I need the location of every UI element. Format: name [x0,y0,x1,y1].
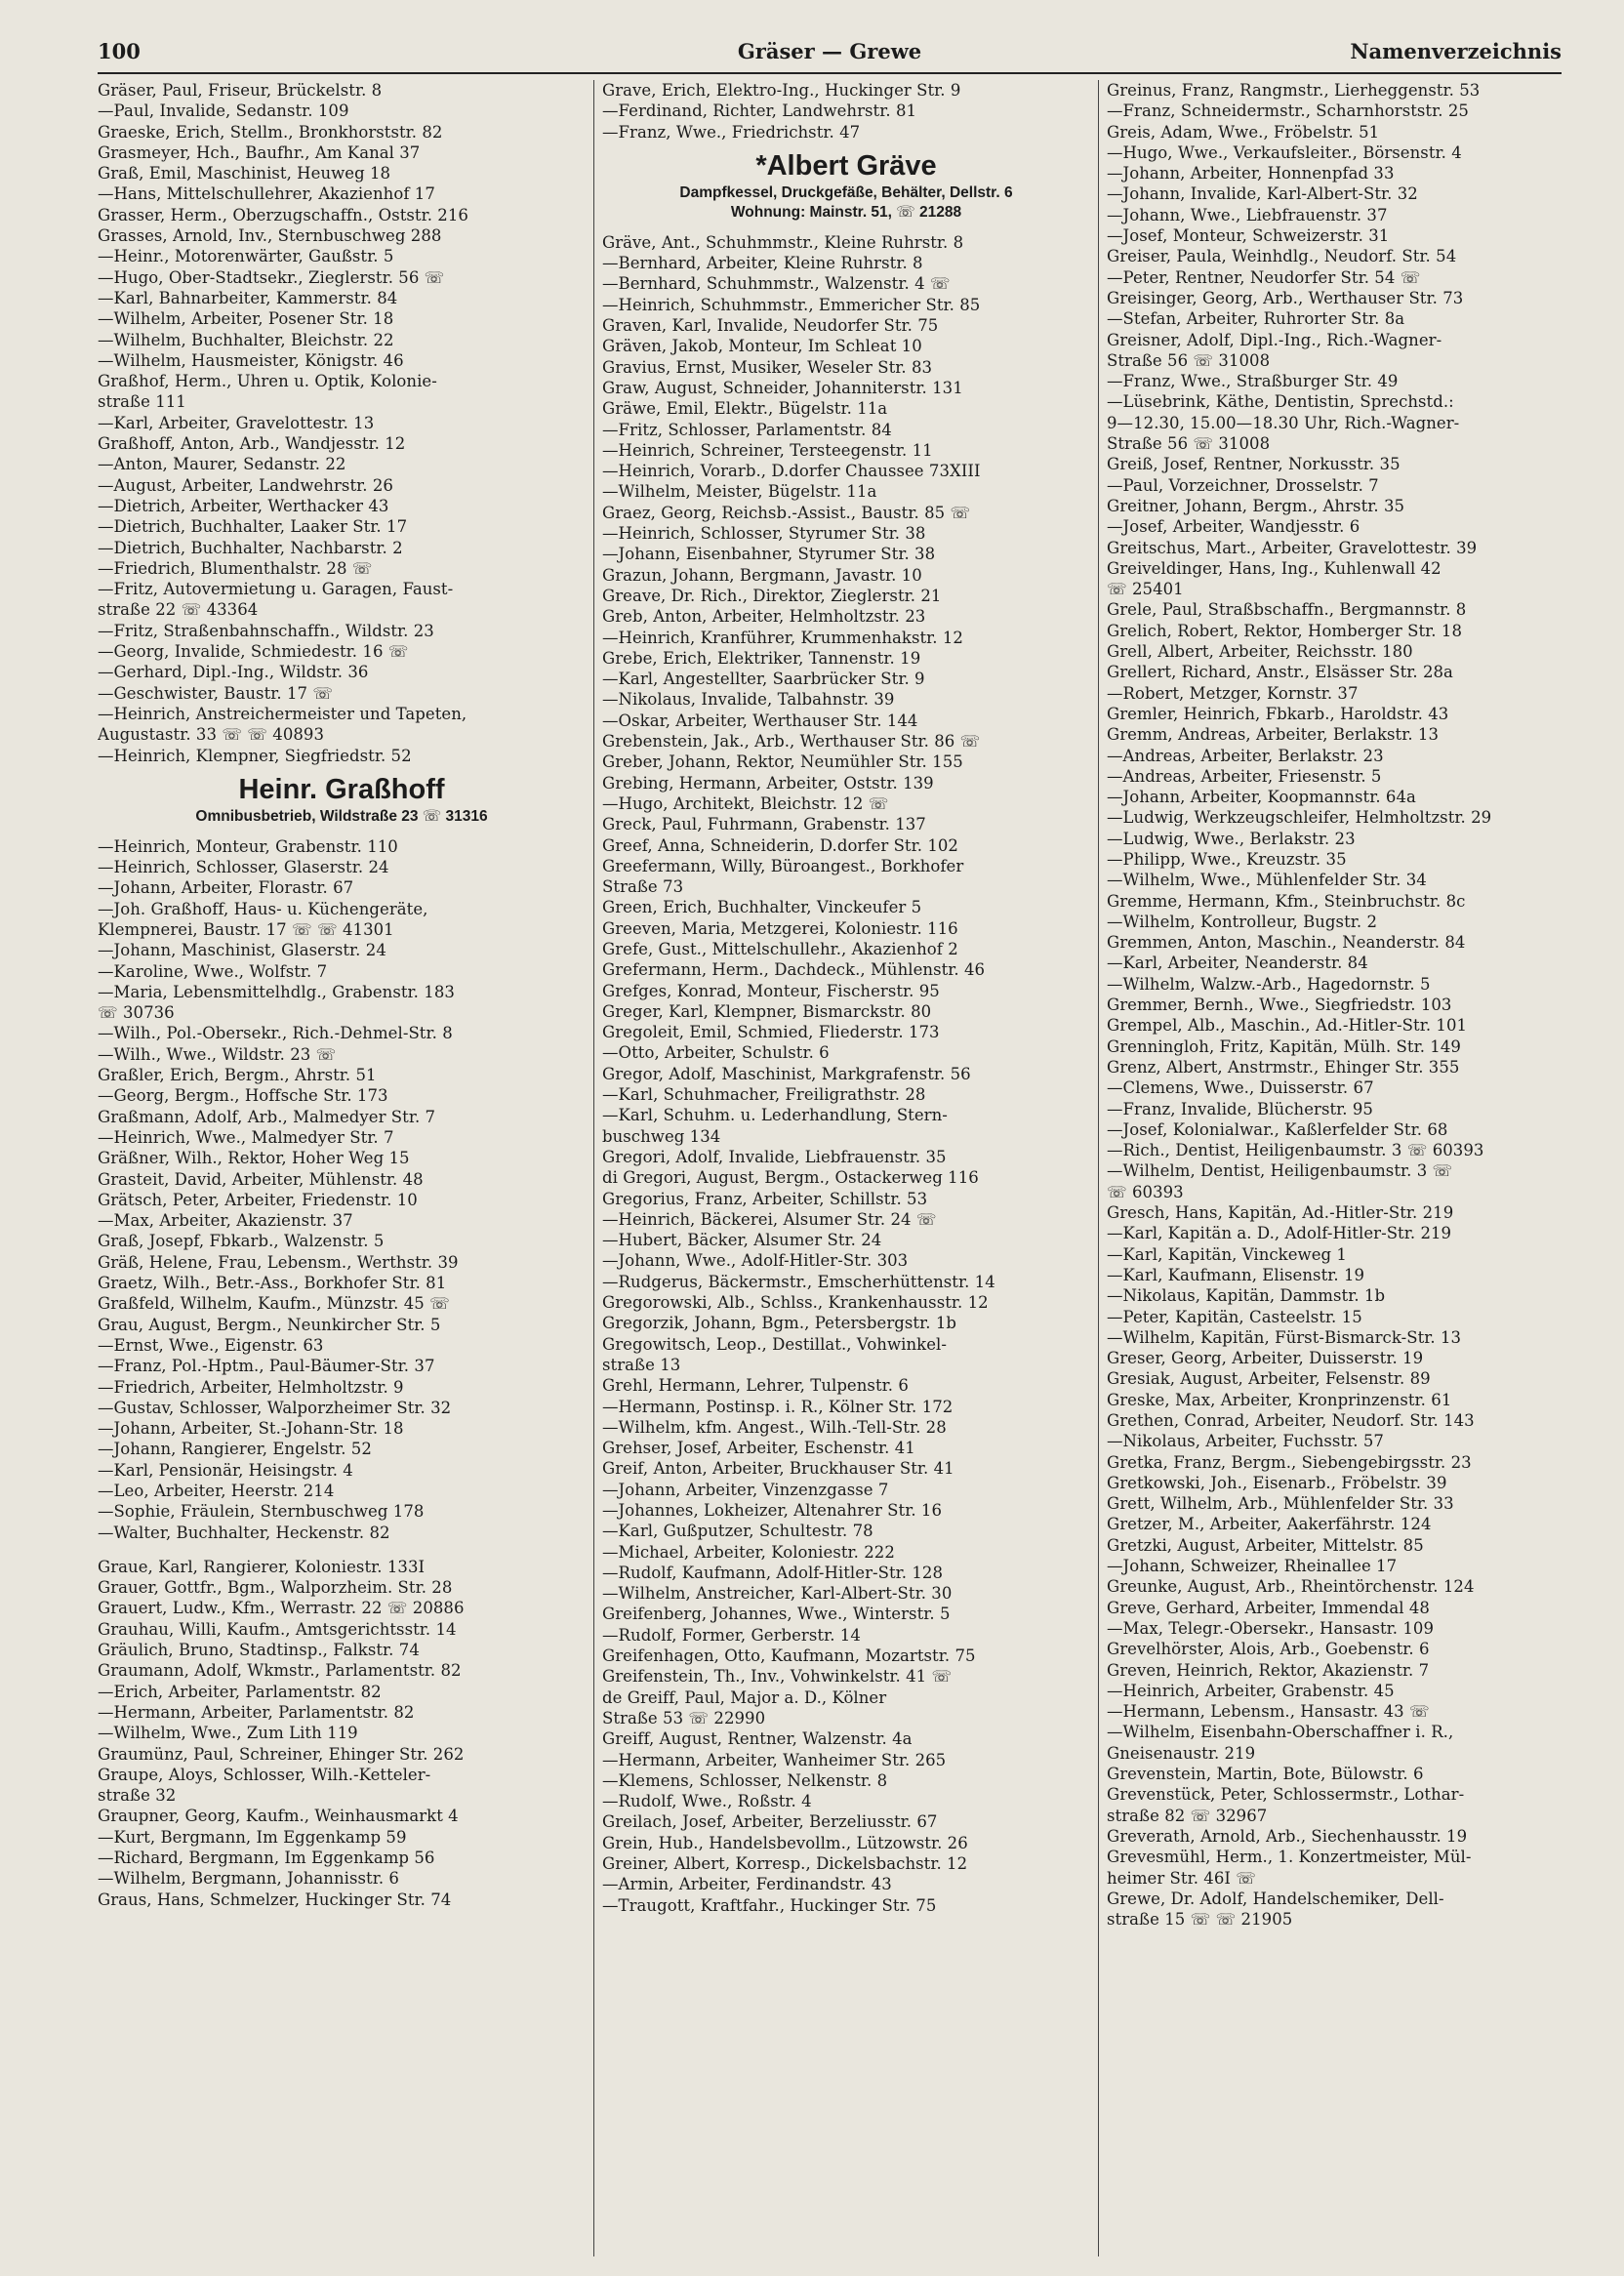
directory-entry-line: —Heinrich, Klempner, Siegfriedstr. 52 [98,746,412,765]
directory-entry-line: —Franz, Schneidermstr., Scharnhorststr. 25 [1107,102,1469,121]
directory-entry-line: —Hans, Mittelschullehrer, Akazienhof 17 [98,184,435,204]
directory-entry-line: —Karl, Angestellter, Saarbrücker Str. 9 [602,670,925,689]
directory-entry-line: ☏ 60393 [1107,1182,1184,1201]
directory-entry-line: —Fritz, Straßenbahnschaffn., Wildstr. 23 [98,621,434,640]
directory-entry-line: Grefermann, Herm., Dachdeck., Mühlenstr. 46 [602,960,986,980]
directory-entry-line: Greske, Max, Arbeiter, Kronprinzenstr. 61 [1107,1390,1452,1409]
entry-gap [98,1543,586,1557]
directory-entry-line: Greifenstein, Th., Inv., Vohwinkelstr. 41 ☏ [602,1667,953,1687]
directory-entry-line: Gregowitsch, Leop., Destillat., Vohwinkel- [602,1334,947,1354]
directory-entry-line: Graß, Emil, Maschinist, Heuweg 18 [98,164,391,183]
directory-entry-line: Grevelhörster, Alois, Arb., Goebenstr. 6 [1107,1640,1430,1659]
directory-entry-line: Grauert, Ludw., Kfm., Werrastr. 22 ☏ 20886 [98,1599,465,1618]
directory-entry-line: Gregor, Adolf, Maschinist, Markgrafenstr. 56 [602,1064,971,1083]
directory-entry-line: Greifenhagen, Otto, Kaufmann, Mozartstr. 75 [602,1646,976,1666]
column-divider [593,80,594,2256]
directory-entry-line: —Heinrich, Monteur, Grabenstr. 110 [98,836,398,856]
directory-entry-line: —Hugo, Architekt, Bleichstr. 12 ☏ [602,793,889,813]
directory-entry-line: Grebenstein, Jak., Arb., Werthauser Str. 86 ☏ [602,732,981,752]
directory-entry-line: —Nikolaus, Arbeiter, Fuchsstr. 57 [1107,1432,1384,1451]
directory-entry-line: —Philipp, Wwe., Kreuzstr. 35 [1107,849,1347,869]
directory-entry-line: —Heinrich, Wwe., Malmedyer Str. 7 [98,1127,394,1147]
directory-entry-line: —Josef, Arbeiter, Wandjesstr. 6 [1107,517,1360,537]
directory-entry-line: Graumann, Adolf, Wkmstr., Parlamentstr. 82 [98,1661,462,1681]
directory-entry-line: ☏ 25401 [1107,580,1184,599]
directory-entry-line: Greiser, Paula, Weinhdlg., Neudorf. Str. 54 [1107,247,1457,266]
directory-entry-line: Greifenberg, Johannes, Wwe., Winterstr. 5 [602,1605,951,1624]
directory-entry-line: Straße 56 ☏ 31008 [1107,350,1271,370]
directory-entry-line: Grebing, Hermann, Arbeiter, Oststr. 139 [602,773,934,793]
directory-entry-line: —Friedrich, Arbeiter, Helmholtzstr. 9 [98,1377,404,1397]
directory-entry-line: —Wilhelm, Meister, Bügelstr. 11a [602,482,877,502]
directory-entry-line: —Fritz, Autovermietung u. Garagen, Faust- [98,580,454,599]
directory-entry-line: Grenz, Albert, Anstrmstr., Ehinger Str. 355 [1107,1057,1460,1077]
directory-entry-line: —Clemens, Wwe., Duisserstr. 67 [1107,1078,1374,1098]
directory-entry-line: Greven, Heinrich, Rektor, Akazienstr. 7 [1107,1660,1430,1680]
directory-entry-line: —Heinrich, Arbeiter, Grabenstr. 45 [1107,1681,1395,1700]
directory-entry-line: —Wilhelm, Kontrolleur, Bugstr. 2 [1107,912,1378,931]
directory-entry-line: —Dietrich, Buchhalter, Laaker Str. 17 [98,517,408,537]
directory-entry-line: Greunke, August, Arb., Rheintörchenstr. 124 [1107,1577,1475,1597]
directory-entry-line: —Johann, Arbeiter, St.-Johann-Str. 18 [98,1419,404,1439]
directory-entry-line: —Fritz, Schlosser, Parlamentstr. 84 [602,420,892,439]
directory-entry-line: —Heinrich, Schreiner, Tersteegenstr. 11 [602,440,933,460]
directory-entry-line: Greef, Anna, Schneiderin, D.dorfer Str. 102 [602,835,958,855]
directory-entry-line: Gremm, Andreas, Arbeiter, Berlakstr. 13 [1107,725,1440,745]
directory-entry-line: straße 22 ☏ 43364 [98,600,259,620]
column-divider [1098,80,1099,2256]
directory-entry-line: Grau, August, Bergm., Neunkircher Str. 5 [98,1315,441,1334]
directory-entry-line: —Wilhelm, Anstreicher, Karl-Albert-Str. 30 [602,1584,953,1604]
directory-entry-line: —Wilhelm, Bergmann, Johannisstr. 6 [98,1869,399,1889]
directory-entry-line: Grempel, Alb., Maschin., Ad.-Hitler-Str. 101 [1107,1016,1468,1036]
directory-entry-line: di Gregori, August, Bergm., Ostackerweg 116 [602,1168,979,1188]
directory-entry-line: Gregorzik, Johann, Bgm., Petersbergstr. 1b [602,1314,956,1333]
directory-entry-line: Gremler, Heinrich, Fbkarb., Haroldstr. 43 [1107,704,1449,723]
directory-entry-line: —Michael, Arbeiter, Koloniestr. 222 [602,1542,895,1562]
directory-entry-line: Graßmann, Adolf, Arb., Malmedyer Str. 7 [98,1107,436,1126]
directory-entry-line: —Hugo, Ober-Stadtsekr., Zieglerstr. 56 ☏ [98,267,445,287]
directory-entry-line: —Rudolf, Kaufmann, Adolf-Hitler-Str. 128 [602,1563,944,1582]
directory-entry-line: Green, Erich, Buchhalter, Vinckeufer 5 [602,898,922,917]
directory-entry-line: —Johann, Wwe., Liebfrauenstr. 37 [1107,205,1388,224]
directory-entry-line: —Josef, Kolonialwar., Kaßlerfelder Str. 68 [1107,1119,1448,1139]
advertisement-detail: Wohnung: Mainstr. 51, ☏ 21288 [730,203,962,221]
directory-entry-line: —Johann, Arbeiter, Koopmannstr. 64a [1107,788,1416,807]
directory-entry-line: —Karl, Kapitän a. D., Adolf-Hitler-Str. 219 [1107,1224,1452,1243]
directory-entry-line: Greser, Georg, Arbeiter, Duisserstr. 19 [1107,1349,1424,1368]
directory-entry-line: Gräßner, Wilh., Rektor, Hoher Weg 15 [98,1149,410,1168]
directory-entry-line: —Wilhelm, kfm. Angest., Wilh.-Tell-Str. 28 [602,1417,947,1437]
directory-entry-line: Grasser, Herm., Oberzugschaffn., Oststr. 216 [98,205,468,224]
directory-entry-line: Greck, Paul, Fuhrmann, Grabenstr. 137 [602,815,926,834]
directory-entry-line: —Wilhelm, Wwe., Zum Lith 119 [98,1724,358,1743]
directory-entry-line: —Bernhard, Arbeiter, Kleine Ruhrstr. 8 [602,254,923,273]
directory-entry-line: Straße 56 ☏ 31008 [1107,434,1271,454]
directory-entry-line: Grellert, Richard, Anstr., Elsässer Str. 28a [1107,663,1453,682]
directory-entry-line: Gretzki, August, Arbeiter, Mittelstr. 85 [1107,1535,1424,1555]
directory-entry-line: Gresiak, August, Arbeiter, Felsenstr. 89 [1107,1369,1431,1389]
directory-entry-line: —Wilhelm, Eisenbahn-Oberschaffner i. R., [1107,1723,1454,1742]
directory-entry-line: Greiff, August, Rentner, Walzenstr. 4a [602,1729,913,1749]
directory-entry-line: —Wilhelm, Walzw.-Arb., Hagedornstr. 5 [1107,974,1431,994]
directory-entry-line: —Heinrich, Schuhmmstr., Emmericher Str. 85 [602,295,981,314]
directory-entry-line: —Franz, Pol.-Hptm., Paul-Bäumer-Str. 37 [98,1357,435,1376]
directory-entry-line: —Dietrich, Arbeiter, Werthacker 43 [98,496,389,515]
directory-entry-line: —Heinrich, Schlosser, Styrumer Str. 38 [602,524,926,544]
directory-entry-line: Gremmer, Bernh., Wwe., Siegfriedstr. 103 [1107,996,1452,1015]
directory-entry-line: —Karl, Arbeiter, Gravelottestr. 13 [98,413,375,432]
directory-entry-line: Gräve, Ant., Schuhmmstr., Kleine Ruhrstr. 8 [602,232,964,252]
directory-entry-line: —Karl, Gußputzer, Schultestr. 78 [602,1522,873,1541]
directory-entry-line: Graupe, Aloys, Schlosser, Wilh.-Ketteler- [98,1765,431,1784]
column-3 [1107,80,1595,2266]
column-1 [98,80,586,2266]
directory-entry-line: —Wilhelm, Arbeiter, Posener Str. 18 [98,309,394,329]
directory-entry-line: —Traugott, Kraftfahr., Huckinger Str. 75 [602,1895,937,1915]
directory-entry-line: —Rudgerus, Bäckermstr., Emscherhüttenstr. 14 [602,1272,995,1291]
directory-entry-line: Greif, Anton, Arbeiter, Bruckhauser Str. 41 [602,1459,954,1479]
directory-entry-line: —Hubert, Bäcker, Alsumer Str. 24 [602,1231,882,1250]
directory-entry-line: Gräwe, Emil, Elektr., Bügelstr. 11a [602,399,888,419]
directory-entry-line: Graus, Hans, Schmelzer, Huckinger Str. 74 [98,1890,452,1909]
directory-entry-line: —August, Arbeiter, Landwehrstr. 26 [98,475,393,495]
directory-entry-line: —Hermann, Arbeiter, Wanheimer Str. 265 [602,1750,947,1769]
directory-entry-line: Graue, Karl, Rangierer, Koloniestr. 133I [98,1557,426,1576]
directory-entry-line: Grauhau, Willi, Kaufm., Amtsgerichtsstr. 14 [98,1619,457,1639]
directory-entry-line: Gretkowski, Joh., Eisenarb., Fröbelstr. 39 [1107,1473,1447,1492]
directory-entry-line: —Paul, Vorzeichner, Drosselstr. 7 [1107,475,1379,495]
directory-entry-line: —Robert, Metzger, Kornstr. 37 [1107,683,1359,703]
directory-entry-line: —Wilh., Pol.-Obersekr., Rich.-Dehmel-Str. 8 [98,1024,453,1043]
directory-entry-line: Gräven, Jakob, Monteur, Im Schleat 10 [602,337,922,356]
directory-entry-line: Greitschus, Mart., Arbeiter, Gravelottestr. 39 [1107,538,1478,557]
directory-entry-line: —Hermann, Lebensm., Hansastr. 43 ☏ [1107,1702,1430,1722]
directory-entry-line: Gregorowski, Alb., Schlss., Krankenhausstr. 12 [602,1293,989,1313]
directory-entry-line: —Georg, Bergm., Hoffsche Str. 173 [98,1086,388,1106]
directory-entry-line: —Wilh., Wwe., Wildstr. 23 ☏ [98,1044,337,1064]
directory-entry-line: —Stefan, Arbeiter, Ruhrorter Str. 8a [1107,309,1405,329]
directory-entry-line: Greave, Dr. Rich., Direktor, Zieglerstr. 21 [602,586,942,605]
directory-entry-line: —Peter, Rentner, Neudorfer Str. 54 ☏ [1107,267,1421,287]
directory-entry-line: —Peter, Kapitän, Casteelstr. 15 [1107,1307,1362,1326]
directory-entry-line: —Wilhelm, Hausmeister, Königstr. 46 [98,350,404,370]
directory-entry-line: Grell, Albert, Arbeiter, Reichsstr. 180 [1107,642,1413,662]
directory-entry-line: —Johannes, Lokheizer, Altenahrer Str. 16 [602,1501,943,1520]
advertisement [98,766,586,836]
directory-entry-line: —Klemens, Schlosser, Nelkenstr. 8 [602,1770,888,1790]
page-header [98,39,1562,74]
directory-entry-line: —Dietrich, Buchhalter, Nachbarstr. 2 [98,538,403,557]
directory-entry-line: —Andreas, Arbeiter, Berlakstr. 23 [1107,746,1384,765]
directory-entry-line: Grevenstück, Peter, Schlossermstr., Lothar- [1107,1785,1465,1805]
directory-entry-line: —Lüsebrink, Käthe, Dentistin, Sprechstd.: [1107,392,1454,412]
directory-entry-line: Graumünz, Paul, Schreiner, Ehinger Str. 262 [98,1744,465,1764]
directory-entry-line: Graßler, Erich, Bergm., Ahrstr. 51 [98,1066,377,1085]
directory-entry-line: Greisner, Adolf, Dipl.-Ing., Rich.-Wagner- [1107,330,1442,349]
directory-entry-line: Grenningloh, Fritz, Kapitän, Mülh. Str. 149 [1107,1036,1461,1056]
directory-entry-line: Gremme, Hermann, Kfm., Steinbruchstr. 8c [1107,891,1466,911]
advertisement-detail: Dampfkessel, Druckgefäße, Behälter, Dellstr. 6 [679,183,1013,201]
directory-entry-line: Gregori, Adolf, Invalide, Liebfrauenstr. 35 [602,1147,947,1166]
directory-entry-line: Grevenstein, Martin, Bote, Bülowstr. 6 [1107,1765,1424,1784]
directory-entry-line: Gregoleit, Emil, Schmied, Fliederstr. 173 [602,1023,940,1042]
directory-entry-line: Graetz, Wilh., Betr.-Ass., Borkhofer Str. 81 [98,1274,447,1293]
directory-entry-line: Grehl, Hermann, Lehrer, Tulpenstr. 6 [602,1376,909,1396]
advertisement [602,142,1090,232]
directory-entry-line: —Rudolf, Wwe., Roßstr. 4 [602,1792,812,1811]
directory-entry-line: —Heinrich, Anstreichermeister und Tapeten, [98,704,467,723]
directory-entry-line: —Max, Telegr.-Obersekr., Hansastr. 109 [1107,1618,1435,1638]
directory-entry-line: —Josef, Monteur, Schweizerstr. 31 [1107,226,1390,246]
directory-entry-line: Gresch, Hans, Kapitän, Ad.-Hitler-Str. 219 [1107,1203,1454,1223]
directory-entry-line: —Anton, Maurer, Sedanstr. 22 [98,455,346,474]
directory-entry-line: —Maria, Lebensmittelhdlg., Grabenstr. 183 [98,982,455,1001]
directory-entry-line: —Heinrich, Bäckerei, Alsumer Str. 24 ☏ [602,1209,937,1229]
directory-entry-line: —Wilhelm, Wwe., Mühlenfelder Str. 34 [1107,871,1427,890]
directory-entry-line: straße 32 [98,1786,177,1806]
directory-entry-line: —Rudolf, Former, Gerberstr. 14 [602,1625,861,1645]
directory-entry-line: Greiß, Josef, Rentner, Norkusstr. 35 [1107,455,1401,474]
directory-entry-line: Greiveldinger, Hans, Ing., Kuhlenwall 42 [1107,558,1441,578]
directory-entry-line: —Hugo, Wwe., Verkaufsleiter., Börsenstr. 4 [1107,142,1462,162]
directory-entry-line: —Nikolaus, Kapitän, Dammstr. 1b [1107,1286,1386,1306]
advertisement-name: Heinr. Graßhoff [238,773,445,805]
directory-entry-line: —Erich, Arbeiter, Parlamentstr. 82 [98,1682,382,1701]
directory-entry-line: Gräß, Helene, Frau, Lebensm., Werthstr. 39 [98,1252,459,1272]
directory-entry-line: —Karl, Pensionär, Heisingstr. 4 [98,1460,353,1480]
page-number: 100 [98,39,141,63]
directory-entry-line: —Richard, Bergmann, Im Eggenkamp 56 [98,1849,435,1868]
directory-entry-line: —Karl, Schuhmacher, Freiligrathstr. 28 [602,1085,926,1105]
directory-entry-line: straße 82 ☏ 32967 [1107,1806,1268,1825]
directory-entry-line: Greilach, Josef, Arbeiter, Berzeliusstr. 67 [602,1812,938,1832]
directory-entry-line: straße 15 ☏ ☏ 21905 [1107,1910,1293,1930]
directory-entry-line: Grasteit, David, Arbeiter, Mühlenstr. 48 [98,1169,424,1189]
directory-entry-line: Gräulich, Bruno, Stadtinsp., Falkstr. 74 [98,1641,420,1660]
directory-entry-line: Graez, Georg, Reichsb.-Assist., Baustr. 85 ☏ [602,503,971,522]
directory-entry-line: Graßhoff, Anton, Arb., Wandjesstr. 12 [98,434,406,454]
directory-entry-line: Straße 53 ☏ 22990 [602,1708,766,1727]
directory-entry-line: Grefges, Konrad, Monteur, Fischerstr. 95 [602,981,940,1000]
directory-entry-line: —Johann, Schweizer, Rheinallee 17 [1107,1557,1398,1576]
directory-entry-line: Graeske, Erich, Stellm., Bronkhorststr. 82 [98,122,443,142]
directory-entry-line: —Walter, Buchhalter, Heckenstr. 82 [98,1523,390,1542]
directory-entry-line: —Johann, Rangierer, Engelstr. 52 [98,1440,372,1459]
directory-entry-line: Grett, Wilhelm, Arb., Mühlenfelder Str. 33 [1107,1494,1454,1514]
directory-entry-line: —Armin, Arbeiter, Ferdinandstr. 43 [602,1875,892,1894]
directory-entry-line: —Paul, Invalide, Sedanstr. 109 [98,102,349,121]
directory-entry-line: —Rich., Dentist, Heiligenbaumstr. 3 ☏ 60393 [1107,1141,1484,1160]
directory-entry-line: Grasmeyer, Hch., Baufhr., Am Kanal 37 [98,142,421,162]
directory-entry-line: Greefermann, Willy, Büroangest., Borkhofer [602,856,964,875]
directory-entry-line: Gretzer, M., Arbeiter, Aakerfährstr. 124 [1107,1515,1432,1534]
directory-entry-line: Grele, Paul, Straßbschaffn., Bergmannstr. 8 [1107,600,1467,620]
directory-entry-line: Grewe, Dr. Adolf, Handelschemiker, Dell- [1107,1889,1444,1908]
directory-entry-line: —Ernst, Wwe., Eigenstr. 63 [98,1335,324,1355]
directory-entry-line: Grätsch, Peter, Arbeiter, Friedenstr. 10 [98,1190,418,1209]
directory-entry-line: Gräser, Paul, Friseur, Brückelstr. 8 [98,81,383,100]
column-2 [602,80,1090,2266]
directory-entry-line: —Nikolaus, Invalide, Talbahnstr. 39 [602,690,895,710]
directory-entry-line: —Johann, Invalide, Karl-Albert-Str. 32 [1107,184,1418,204]
directory-entry-line: —Franz, Wwe., Straßburger Str. 49 [1107,372,1399,391]
directory-entry-line: heimer Str. 46I ☏ [1107,1868,1256,1888]
directory-entry-line: —Hermann, Postinsp. i. R., Kölner Str. 172 [602,1397,954,1416]
directory-entry-line: Greisinger, Georg, Arb., Werthauser Str. 73 [1107,288,1464,307]
directory-entry-line: Graw, August, Schneider, Johanniterstr. 131 [602,378,963,397]
directory-entry-line: Gregorius, Franz, Arbeiter, Schillstr. 53 [602,1189,928,1208]
directory-entry-line: —Heinr., Motorenwärter, Gaußstr. 5 [98,247,394,266]
directory-entry-line: Gremmen, Anton, Maschin., Neanderstr. 84 [1107,933,1466,953]
directory-entry-line: Greverath, Arnold, Arb., Siechenhausstr. 19 [1107,1826,1468,1846]
section-title: Namenverzeichnis [1350,39,1562,63]
directory-entry-line: —Ludwig, Werkzeugschleifer, Helmholtzstr. 29 [1107,808,1492,828]
directory-entry-line: Graupner, Georg, Kaufm., Weinhausmarkt 4 [98,1807,459,1826]
directory-entry-line: —Andreas, Arbeiter, Friesenstr. 5 [1107,766,1382,786]
directory-entry-line: —Johann, Arbeiter, Vinzenzgasse 7 [602,1480,889,1499]
directory-entry-line: —Johann, Arbeiter, Florastr. 67 [98,878,354,898]
directory-entry-line: Grazun, Johann, Bergmann, Javastr. 10 [602,565,922,585]
directory-entry-line: Greis, Adam, Wwe., Fröbelstr. 51 [1107,122,1380,142]
header-title: Gräser — Grewe [737,39,922,63]
directory-entry-line: Graßfeld, Wilhelm, Kaufm., Münzstr. 45 ☏ [98,1294,450,1314]
directory-entry-line: —Karoline, Wwe., Wolfstr. 7 [98,961,328,981]
directory-entry-line: Graßhof, Herm., Uhren u. Optik, Kolonie- [98,372,437,391]
directory-entry-line: —Wilhelm, Buchhalter, Bleichstr. 22 [98,330,394,349]
directory-entry-line: —Friedrich, Blumenthalstr. 28 ☏ [98,558,373,578]
directory-entry-line: —Franz, Invalide, Blücherstr. 95 [1107,1099,1373,1118]
directory-entry-line: Grehser, Josef, Arbeiter, Eschenstr. 41 [602,1439,915,1458]
directory-entry-line: —Ludwig, Wwe., Berlakstr. 23 [1107,829,1356,848]
directory-entry-line: Grethen, Conrad, Arbeiter, Neudorf. Str. 143 [1107,1411,1475,1430]
directory-entry-line: straße 13 [602,1355,681,1374]
directory-entry-line: —Georg, Invalide, Schmiedestr. 16 ☏ [98,642,409,662]
directory-entry-line: —Karl, Bahnarbeiter, Kammerstr. 84 [98,288,398,307]
directory-entry-line: —Heinrich, Schlosser, Glaserstr. 24 [98,858,389,877]
directory-entry-line: Grefe, Gust., Mittelschullehr., Akazienhof 2 [602,939,958,958]
directory-entry-line: —Joh. Graßhoff, Haus- u. Küchengeräte, [98,899,428,918]
directory-entry-line: —Heinrich, Kranführer, Krummenhakstr. 12 [602,628,963,647]
directory-entry-line: —Johann, Wwe., Adolf-Hitler-Str. 303 [602,1251,909,1271]
directory-entry-line: —Wilhelm, Dentist, Heiligenbaumstr. 3 ☏ [1107,1161,1453,1181]
directory-entry-line: —Kurt, Bergmann, Im Eggenkamp 59 [98,1827,407,1847]
directory-entry-line: Greeven, Maria, Metzgerei, Koloniestr. 116 [602,918,958,938]
directory-entry-line: —Gustav, Schlosser, Walporzheimer Str. 32 [98,1398,452,1417]
directory-entry-line: —Heinrich, Vorarb., D.dorfer Chaussee 73XIII [602,462,981,481]
directory-entry-line: Greve, Gerhard, Arbeiter, Immendal 48 [1107,1598,1430,1617]
directory-entry-line: Gravius, Ernst, Musiker, Weseler Str. 83 [602,357,933,377]
directory-entry-line: Grebe, Erich, Elektriker, Tannenstr. 19 [602,648,921,668]
directory-entry-line: Grelich, Robert, Rektor, Homberger Str. 18 [1107,621,1462,640]
directory-entry-line: —Ferdinand, Richter, Landwehrstr. 81 [602,102,917,121]
directory-entry-line: Greinus, Franz, Rangmstr., Lierheggenstr. 53 [1107,81,1481,100]
directory-entry-line: Greb, Anton, Arbeiter, Helmholtzstr. 23 [602,607,926,627]
directory-entry-line: Grave, Erich, Elektro-Ing., Huckinger Str. 9 [602,81,961,100]
directory-entry-line: Grauer, Gottfr., Bgm., Walporzheim. Str. 28 [98,1578,453,1598]
directory-entry-line: Grein, Hub., Handelsbevollm., Lützowstr. 26 [602,1833,968,1852]
directory-entry-line: ☏ 30736 [98,1003,175,1023]
directory-entry-line: Klempnerei, Baustr. 17 ☏ ☏ 41301 [98,919,394,939]
directory-entry-line: —Hermann, Arbeiter, Parlamentstr. 82 [98,1702,415,1722]
directory-entry-line: —Wilhelm, Kapitän, Fürst-Bismarck-Str. 13 [1107,1327,1462,1347]
directory-entry-line: de Greiff, Paul, Major a. D., Kölner [602,1687,887,1707]
advertisement-detail: Omnibusbetrieb, Wildstraße 23 ☏ 31316 [195,807,488,825]
directory-entry-line: Graven, Karl, Invalide, Neudorfer Str. 75 [602,316,939,336]
directory-entry-line: —Karl, Kaufmann, Elisenstr. 19 [1107,1265,1365,1284]
directory-entry-line: —Gerhard, Dipl.-Ing., Wildstr. 36 [98,663,369,682]
directory-entry-line: —Karl, Schuhm. u. Lederhandlung, Stern- [602,1106,948,1125]
directory-entry-line: Greitner, Johann, Bergm., Ahrstr. 35 [1107,496,1405,515]
advertisement-name: *Albert Gräve [755,149,937,182]
directory-entry-line: —Johann, Maschinist, Glaserstr. 24 [98,941,386,960]
directory-entry-line: —Otto, Arbeiter, Schulstr. 6 [602,1043,830,1063]
directory-entry-line: Greber, Johann, Rektor, Neumühler Str. 155 [602,752,963,772]
directory-entry-line: —Franz, Wwe., Friedrichstr. 47 [602,122,861,142]
directory-entry-line: Grasses, Arnold, Inv., Sternbuschweg 288 [98,226,442,246]
directory-entry-line: 9—12.30, 15.00—18.30 Uhr, Rich.-Wagner- [1107,413,1460,432]
directory-entry-line: Gretka, Franz, Bergm., Siebengebirgsstr. 23 [1107,1452,1472,1472]
directory-entry-line: buschweg 134 [602,1126,721,1146]
directory-entry-line: Gneisenaustr. 219 [1107,1743,1256,1763]
directory-entry-line: straße 111 [98,392,186,412]
directory-entry-line: —Bernhard, Schuhmmstr., Walzenstr. 4 ☏ [602,274,951,294]
directory-entry-line: Greiner, Albert, Korresp., Dickelsbachstr. 12 [602,1854,968,1874]
directory-entry-line: —Max, Arbeiter, Akazienstr. 37 [98,1211,353,1231]
directory-entry-line: Grevesmühl, Herm., 1. Konzertmeister, Mül- [1107,1848,1472,1867]
directory-entry-line: —Johann, Arbeiter, Honnenpfad 33 [1107,164,1395,183]
directory-entry-line: —Leo, Arbeiter, Heerstr. 214 [98,1482,335,1500]
directory-entry-line: —Sophie, Fräulein, Sternbuschweg 178 [98,1502,425,1522]
directory-entry-line: Augustastr. 33 ☏ ☏ 40893 [98,725,325,745]
directory-entry-line: Straße 73 [602,877,684,897]
directory-entry-line: —Oskar, Arbeiter, Werthauser Str. 144 [602,711,918,730]
directory-entry-line: —Karl, Kapitän, Vinckeweg 1 [1107,1244,1347,1264]
directory-entry-line: —Johann, Eisenbahner, Styrumer Str. 38 [602,545,936,564]
directory-entry-line: —Karl, Arbeiter, Neanderstr. 84 [1107,954,1368,973]
directory-entry-line: Graß, Josepf, Fbkarb., Walzenstr. 5 [98,1232,385,1251]
directory-entry-line: —Geschwister, Baustr. 17 ☏ [98,683,334,703]
directory-entry-line: Greger, Karl, Klempner, Bismarckstr. 80 [602,1001,932,1021]
